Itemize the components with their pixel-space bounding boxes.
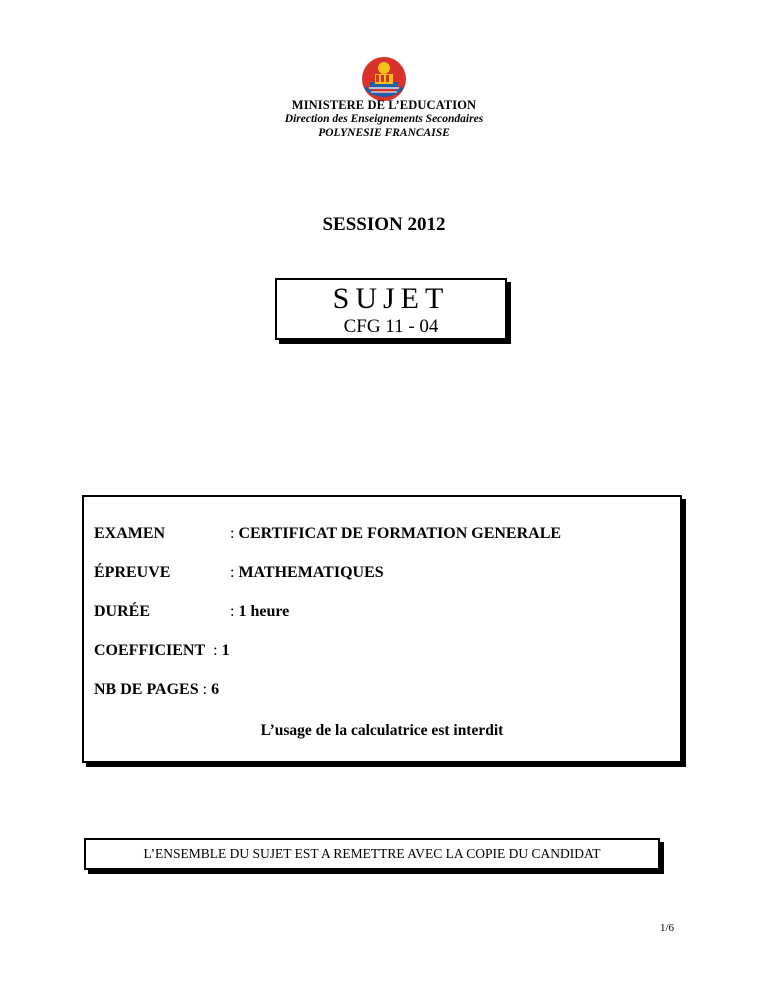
session-title: SESSION 2012 (322, 214, 446, 235)
info-colon: : (202, 681, 208, 698)
info-row-examen (94, 525, 562, 543)
info-colon: : (230, 564, 235, 581)
sujet-code: CFG 11 - 04 (343, 316, 439, 337)
country-name: POLYNESIE FRANCAISE (318, 127, 450, 139)
info-row-epreuve (94, 564, 384, 582)
info-row-coefficient (94, 642, 230, 660)
bottom-notice-box (84, 838, 660, 870)
info-row-nb-pages (94, 681, 219, 699)
info-label: NB DE PAGES (94, 681, 199, 698)
info-label: COEFFICIENT (94, 642, 206, 659)
info-value: 1 (221, 642, 230, 659)
info-value: 1 heure (238, 603, 290, 620)
exam-info-box (82, 495, 682, 763)
info-value: CERTIFICAT DE FORMATION GENERALE (238, 525, 562, 542)
info-colon: : (213, 642, 218, 659)
info-label: DURÉE (94, 603, 151, 620)
calculator-notice: L’usage de la calculatrice est interdit (260, 722, 504, 739)
info-label: EXAMEN (94, 525, 166, 542)
info-value: 6 (211, 681, 220, 698)
ministry-name: MINISTERE DE L’EDUCATION (291, 98, 477, 112)
bottom-notice: L’ENSEMBLE DU SUJET EST A REMETTRE AVEC LA COPIE DU CANDIDAT (143, 846, 601, 861)
sujet-title: SUJET (332, 282, 450, 315)
direction-name: Direction des Enseignements Secondaires (284, 113, 484, 125)
info-row-duree (94, 603, 290, 621)
info-label: ÉPREUVE (94, 564, 171, 581)
info-colon: : (230, 603, 235, 620)
page-number: 1/6 (660, 922, 675, 934)
info-colon: : (230, 525, 235, 542)
sujet-box (275, 278, 507, 340)
polynesia-coat-of-arms-icon (361, 56, 407, 102)
info-value: MATHEMATIQUES (238, 564, 384, 581)
